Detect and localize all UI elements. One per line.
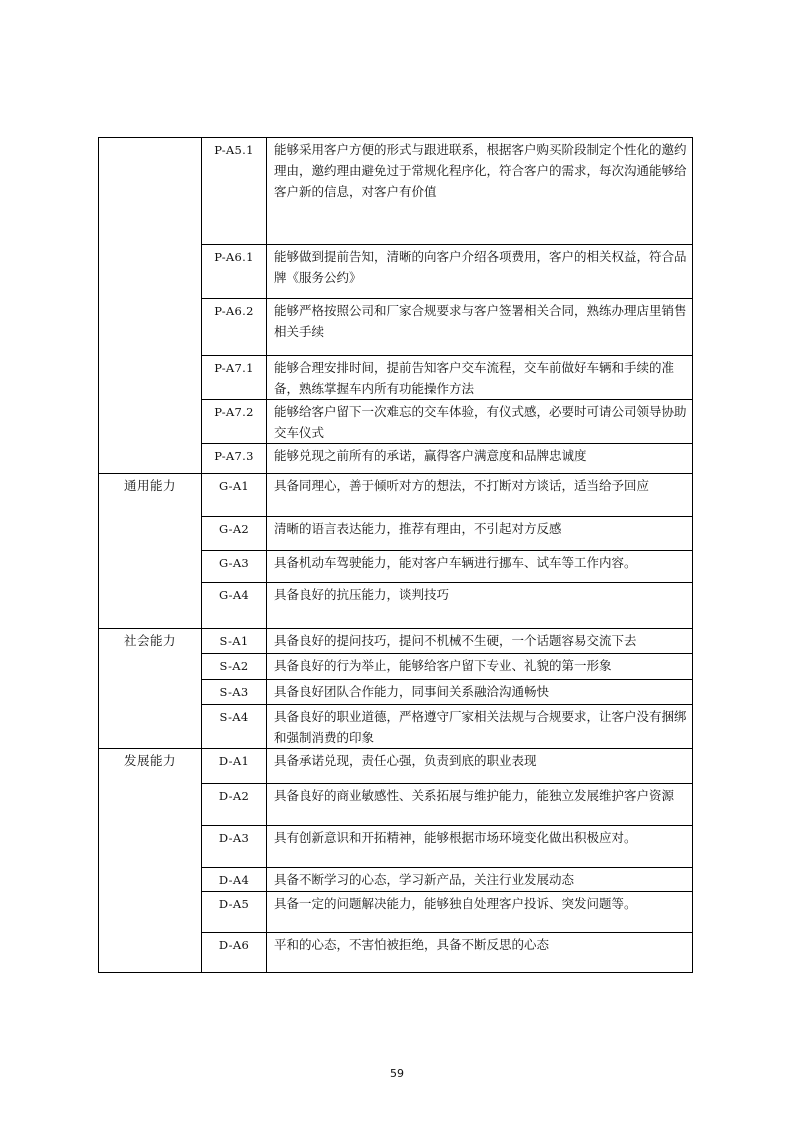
code-cell: G-A1 [202, 474, 267, 517]
description-cell: 具备不断学习的心态，学习新产品，关注行业发展动态 [267, 868, 693, 892]
description-cell: 具备机动车驾驶能力，能对客户车辆进行挪车、试车等工作内容。 [267, 551, 693, 583]
code-cell: D-A6 [202, 933, 267, 973]
category-cell-continued [99, 138, 202, 474]
table-row [99, 474, 693, 517]
description-cell: 具备承诺兑现，责任心强，负责到底的职业表现 [267, 749, 693, 784]
description-cell: 能够严格按照公司和厂家合规要求与客户签署相关合同，熟练办理店里销售相关手续 [267, 299, 693, 356]
code-cell: P-A7.1 [202, 356, 267, 400]
code-cell: S-A1 [202, 629, 267, 654]
code-cell: S-A3 [202, 680, 267, 705]
code-cell: S-A2 [202, 654, 267, 680]
table-row [99, 138, 693, 245]
description-cell: 具有创新意识和开拓精神，能够根据市场环境变化做出积极应对。 [267, 826, 693, 868]
description-cell: 具备良好团队合作能力，同事间关系融洽沟通畅快 [267, 680, 693, 705]
description-cell: 具备同理心，善于倾听对方的想法，不打断对方谈话，适当给予回应 [267, 474, 693, 517]
code-cell: P-A7.3 [202, 444, 267, 474]
category-development: 发展能力 [99, 749, 202, 973]
category-general: 通用能力 [99, 474, 202, 629]
code-cell: P-A5.1 [202, 138, 267, 245]
description-cell: 具备良好的商业敏感性、关系拓展与维护能力，能独立发展维护客户资源 [267, 784, 693, 826]
competency-table [98, 137, 693, 973]
code-cell: G-A3 [202, 551, 267, 583]
description-cell: 清晰的语言表达能力，推荐有理由，不引起对方反感 [267, 517, 693, 551]
description-cell: 能够合理安排时间，提前告知客户交车流程，交车前做好车辆和手续的准备，熟练掌握车内所有功能操作方法 [267, 356, 693, 400]
description-cell: 平和的心态，不害怕被拒绝，具备不断反思的心态 [267, 933, 693, 973]
code-cell: P-A6.2 [202, 299, 267, 356]
code-cell: S-A4 [202, 705, 267, 749]
description-cell: 具备良好的行为举止，能够给客户留下专业、礼貌的第一形象 [267, 654, 693, 680]
code-cell: P-A6.1 [202, 245, 267, 299]
code-cell: D-A2 [202, 784, 267, 826]
code-cell: G-A4 [202, 583, 267, 629]
code-cell: G-A2 [202, 517, 267, 551]
category-social: 社会能力 [99, 629, 202, 749]
description-cell: 具备一定的问题解决能力，能够独自处理客户投诉、突发问题等。 [267, 892, 693, 933]
description-cell: 能够兑现之前所有的承诺，赢得客户满意度和品牌忠诚度 [267, 444, 693, 474]
description-cell: 具备良好的职业道德，严格遵守厂家相关法规与合规要求，让客户没有捆绑和强制消费的印象 [267, 705, 693, 749]
description-cell: 能够给客户留下一次难忘的交车体验，有仪式感，必要时可请公司领导协助交车仪式 [267, 400, 693, 444]
table-row [99, 629, 693, 654]
code-cell: D-A3 [202, 826, 267, 868]
code-cell: D-A4 [202, 868, 267, 892]
description-cell: 能够做到提前告知，清晰的向客户介绍各项费用，客户的相关权益，符合品牌《服务公约》 [267, 245, 693, 299]
table-row [99, 749, 693, 784]
page-number: 59 [390, 1067, 404, 1080]
code-cell: D-A5 [202, 892, 267, 933]
description-cell: 能够采用客户方便的形式与跟进联系，根据客户购买阶段制定个性化的邀约理由，邀约理由避免过于常规化程序化，符合客户的需求，每次沟通能够给客户新的信息，对客户有价值 [267, 138, 693, 245]
code-cell: D-A1 [202, 749, 267, 784]
description-cell: 具备良好的提问技巧，提问不机械不生硬，一个话题容易交流下去 [267, 629, 693, 654]
code-cell: P-A7.2 [202, 400, 267, 444]
description-cell: 具备良好的抗压能力，谈判技巧 [267, 583, 693, 629]
